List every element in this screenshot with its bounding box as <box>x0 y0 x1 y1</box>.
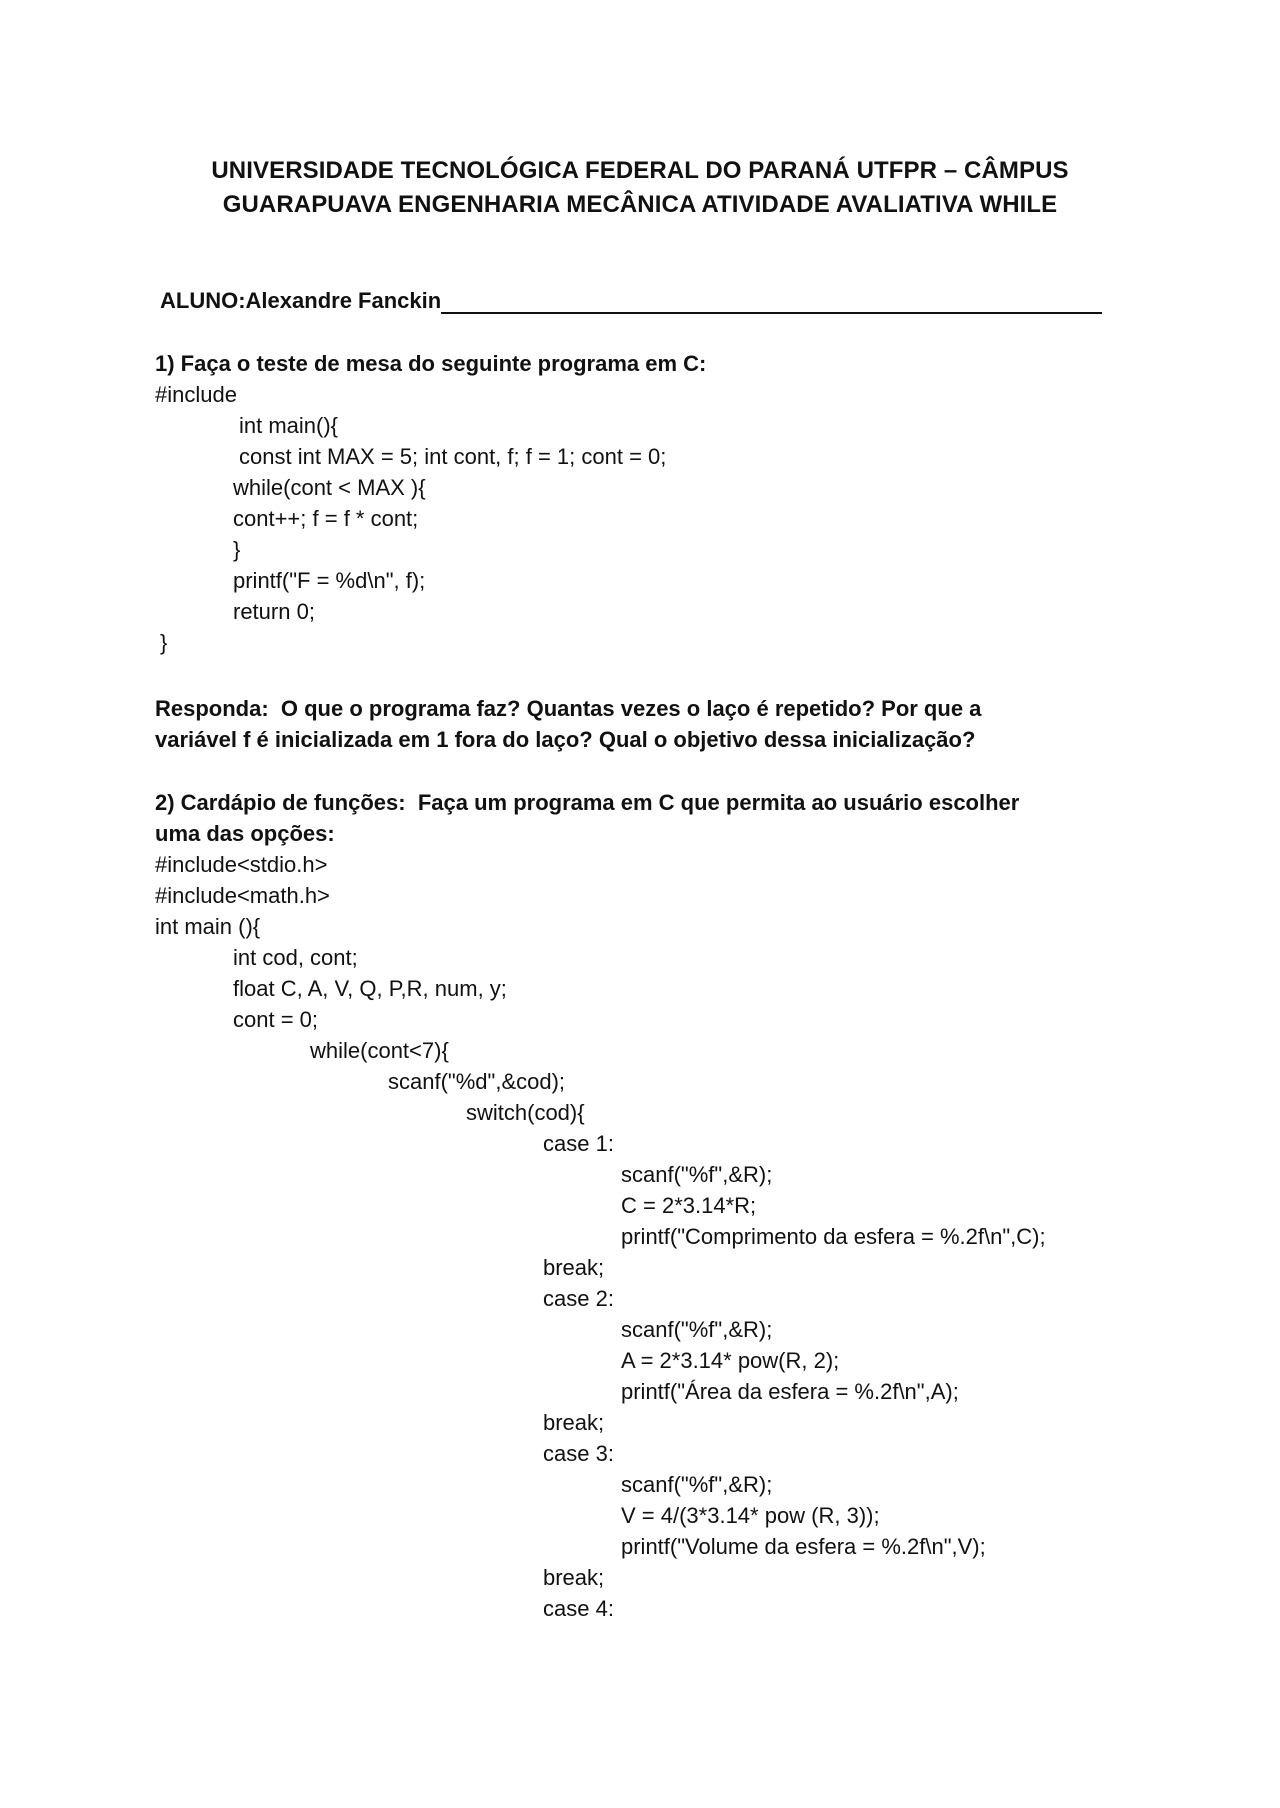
document-title <box>0 154 1280 222</box>
code-line: case 4: <box>543 1596 614 1621</box>
student-label: ALUNO: <box>160 288 246 313</box>
code-line: scanf("%f",&R); <box>621 1162 773 1187</box>
question1-respond-line-1: Responda: O que o programa faz? Quantas vezes o laço é repetido? Por que a <box>155 696 982 721</box>
code-line: scanf("%f",&R); <box>621 1317 773 1342</box>
code-line: const int MAX = 5; int cont, f; f = 1; cont = 0; <box>239 444 667 469</box>
code-line: return 0; <box>233 599 315 624</box>
student-line <box>160 286 1102 316</box>
code-line: } <box>233 537 241 562</box>
code-line: while(cont < MAX ){ <box>233 475 426 500</box>
question2-heading-line-1: 2) Cardápio de funções: Faça um programa em C que permita ao usuário escolher <box>155 790 1020 815</box>
code-line: V = 4/(3*3.14* pow (R, 3)); <box>621 1503 880 1528</box>
code-line: printf("Comprimento da esfera = %.2f\n",C); <box>621 1224 1046 1249</box>
code-line: int main(){ <box>239 413 339 438</box>
code-line: break; <box>543 1410 605 1435</box>
code-line: printf("Volume da esfera = %.2f\n",V); <box>621 1534 986 1559</box>
code-line: printf("F = %d\n", f); <box>233 568 426 593</box>
code-line: #include <box>155 382 237 407</box>
code-line: #include<math.h> <box>155 883 330 908</box>
code-line: switch(cod){ <box>466 1100 585 1125</box>
code-line: scanf("%d",&cod); <box>388 1069 566 1094</box>
student-name: Alexandre Fanckin <box>245 288 442 313</box>
code-line: C = 2*3.14*R; <box>621 1193 757 1218</box>
code-line: int main (){ <box>155 914 261 939</box>
code-line: cont++; f = f * cont; <box>233 506 419 531</box>
title-line-1: UNIVERSIDADE TECNOLÓGICA FEDERAL DO PARANÁ UTFPR – CÂMPUS <box>211 157 1069 184</box>
code-line: scanf("%f",&R); <box>621 1472 773 1497</box>
code-line: break; <box>543 1565 605 1590</box>
title-line-2: GUARAPUAVA ENGENHARIA MECÂNICA ATIVIDADE AVALIATIVA WHILE <box>222 191 1058 218</box>
code-line: case 3: <box>543 1441 614 1466</box>
code-line: A = 2*3.14* pow(R, 2); <box>621 1348 840 1373</box>
code-line: #include<stdio.h> <box>155 852 328 877</box>
code-line: } <box>160 630 168 655</box>
code-line: float C, A, V, Q, P,R, num, y; <box>233 976 507 1001</box>
code-line: cont = 0; <box>233 1007 319 1032</box>
code-line: case 1: <box>543 1131 614 1156</box>
code-line: int cod, cont; <box>233 945 358 970</box>
code-line: printf("Área da esfera = %.2f\n",A); <box>621 1379 959 1404</box>
code-line: case 2: <box>543 1286 614 1311</box>
code-line: break; <box>543 1255 605 1280</box>
name-underline <box>441 312 1102 314</box>
question2-heading-line-2: uma das opções: <box>155 821 335 846</box>
code-line: while(cont<7){ <box>310 1038 449 1063</box>
question1-heading: 1) Faça o teste de mesa do seguinte programa em C: <box>155 351 707 376</box>
question1-respond-line-2: variável f é inicializada em 1 fora do laço? Qual o objetivo dessa inicialização? <box>155 727 976 752</box>
